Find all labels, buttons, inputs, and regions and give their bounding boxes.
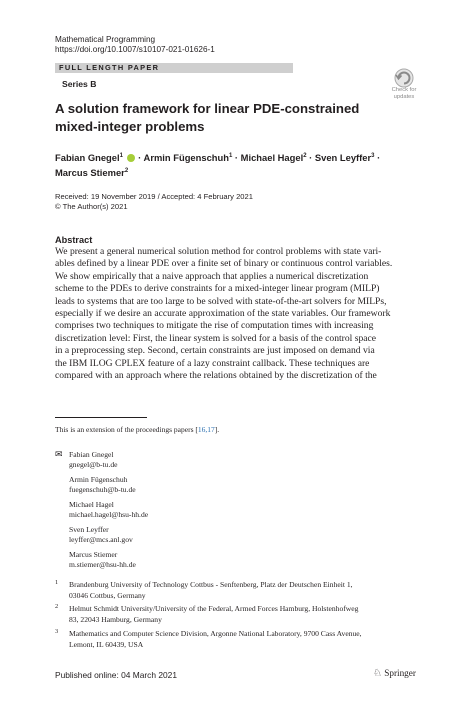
abstract-line: ables defined by a linear PDE over a finite set of binary or continuous control variables. [55,258,393,270]
author-affiliation-ref: 2 [124,167,129,174]
affiliation-entry [69,629,421,650]
author-line-1: Fabian Gnegel$^1$ · Armin Fügenschuh$^1$ · Michael Hagel$^2$ · Sven Leyffer$^3$ · [55,152,381,164]
abstract-line: comprises two techniques to mitigate the rise of computation times with increasing [55,320,374,332]
check-updates-line2: updates [393,93,415,100]
publisher-name: Springer [384,668,416,678]
affiliation-line: Mathematics and Computer Science Division, Argonne National Laboratory, 9700 Cass Avenue, [69,629,362,638]
footnote-text: This is an extension of the proceedings papers [ [55,425,198,434]
contact-entry [69,475,136,495]
abstract-line: We present a general numerical solution method for control problems with state vari- [55,246,382,257]
published-date: Published online: 04 March 2021 [55,670,177,680]
author-name: Sven Leyffer [314,152,372,164]
abstract-body [55,246,421,382]
contact-email[interactable]: m.stiemer@hsu-hh.de [69,560,136,569]
author-name: Marcus Stiemer [55,166,125,178]
abstract-line: in a preprocessing step. Second, certain constraints are just imposed on demand via [55,345,375,357]
orcid-icon[interactable] [127,154,135,162]
abstract-line: leads to systems that are too large to be solved with state-of-the-art solvers for MILPs, [55,295,387,307]
abstract-line: the IBM ILOG CPLEX feature of a lazy constraint callback. These techniques are [55,357,370,369]
publisher-logo[interactable] [373,668,416,679]
affiliation-number: 3 [55,628,59,635]
footnote-divider [55,417,147,418]
affiliation-entry [69,580,421,601]
contact-email[interactable]: leyffer@mcs.anl.gov [69,535,133,544]
author-affiliation-ref: 2 [303,153,307,159]
contact-entry [69,550,136,570]
affiliation-line: 83, 22043 Hamburg, Germany [69,614,162,624]
envelope-icon: ✉ [55,449,63,459]
title-line-1: A solution framework for linear PDE-constrained [55,101,360,116]
doi-link[interactable]: https://doi.org/10.1007/s10107-021-01626-1 [55,45,215,54]
author-list [55,150,425,179]
contact-name: Michael Hagel [69,500,114,509]
author-name: Armin Fügenschuh [143,152,229,164]
contact-email[interactable]: fuegenschuh@b-tu.de [69,485,136,494]
footnote-end: ]. [214,425,220,434]
contact-name: Marcus Stiemer [69,550,118,559]
author-name: Fabian Gnegel [55,152,120,164]
affiliation-line: Helmut Schmidt University/University of the Federal, Armed Forces Hamburg, Holstenhofweg [69,604,359,613]
affiliation-number: 2 [55,603,59,610]
contact-entry [69,500,148,520]
affiliation-line: Lemont, IL 60439, USA [69,639,144,649]
contact-entry [69,525,133,545]
author-affiliation-ref: 3 [371,153,375,159]
abstract-line: scheme to the PDEs to derive constraints for a mixed-integer linear program (MILP) [55,283,380,295]
contact-email[interactable]: michael.hagel@hsu-hh.de [69,510,149,519]
title-line-2: mixed-integer problems [55,118,205,134]
abstract-line: We show empirically that a naive approach that applies a numerical discretization [55,270,369,282]
contact-name: Fabian Gnegel [69,450,114,459]
author-line-2 [55,165,425,180]
affiliation-line: Brandenburg University of Technology Cottbus - Senftenberg, Platz der Deutschen Einheit 1, [69,580,353,589]
paper-title [55,100,385,135]
springer-horse-icon: ♘ [373,668,382,679]
affiliation-line: 03046 Cottbus, Germany [69,590,146,600]
abstract-line: discretization level: First, the linear system is solved for a basis of the control space [55,332,377,344]
abstract-heading: Abstract [55,235,93,245]
author-affiliation-ref: 1 [228,153,233,159]
affiliation-entry [69,604,421,625]
series-label: Series B [62,79,97,89]
received-accepted-dates: Received: 19 November 2019 / Accepted: 4 February 2021 [55,192,253,201]
contact-email[interactable]: gnegel@b-tu.de [69,460,118,469]
author-affiliation-ref: 1 [119,153,123,159]
copyright-notice: © The Author(s) 2021 [55,202,128,211]
author-name: Michael Hagel [240,152,304,164]
footnote [55,425,219,434]
citation-link[interactable]: 16,17 [197,425,215,434]
contact-entry [69,450,118,470]
contact-name: Armin Fügenschuh [69,475,128,484]
check-updates-line1: Check for [391,87,417,93]
abstract-line: especially if we desire an accurate approximation of the state variables. Our framework [55,308,391,320]
contact-name: Sven Leyffer [69,525,109,534]
check-for-updates-label[interactable] [381,87,427,100]
article-type-label: FULL LENGTH PAPER [59,63,160,72]
abstract-line: compared with an approach where the relations obtained by the discretization of the [55,370,377,382]
affiliation-number: 1 [55,579,59,586]
journal-name: Mathematical Programming [55,35,156,44]
